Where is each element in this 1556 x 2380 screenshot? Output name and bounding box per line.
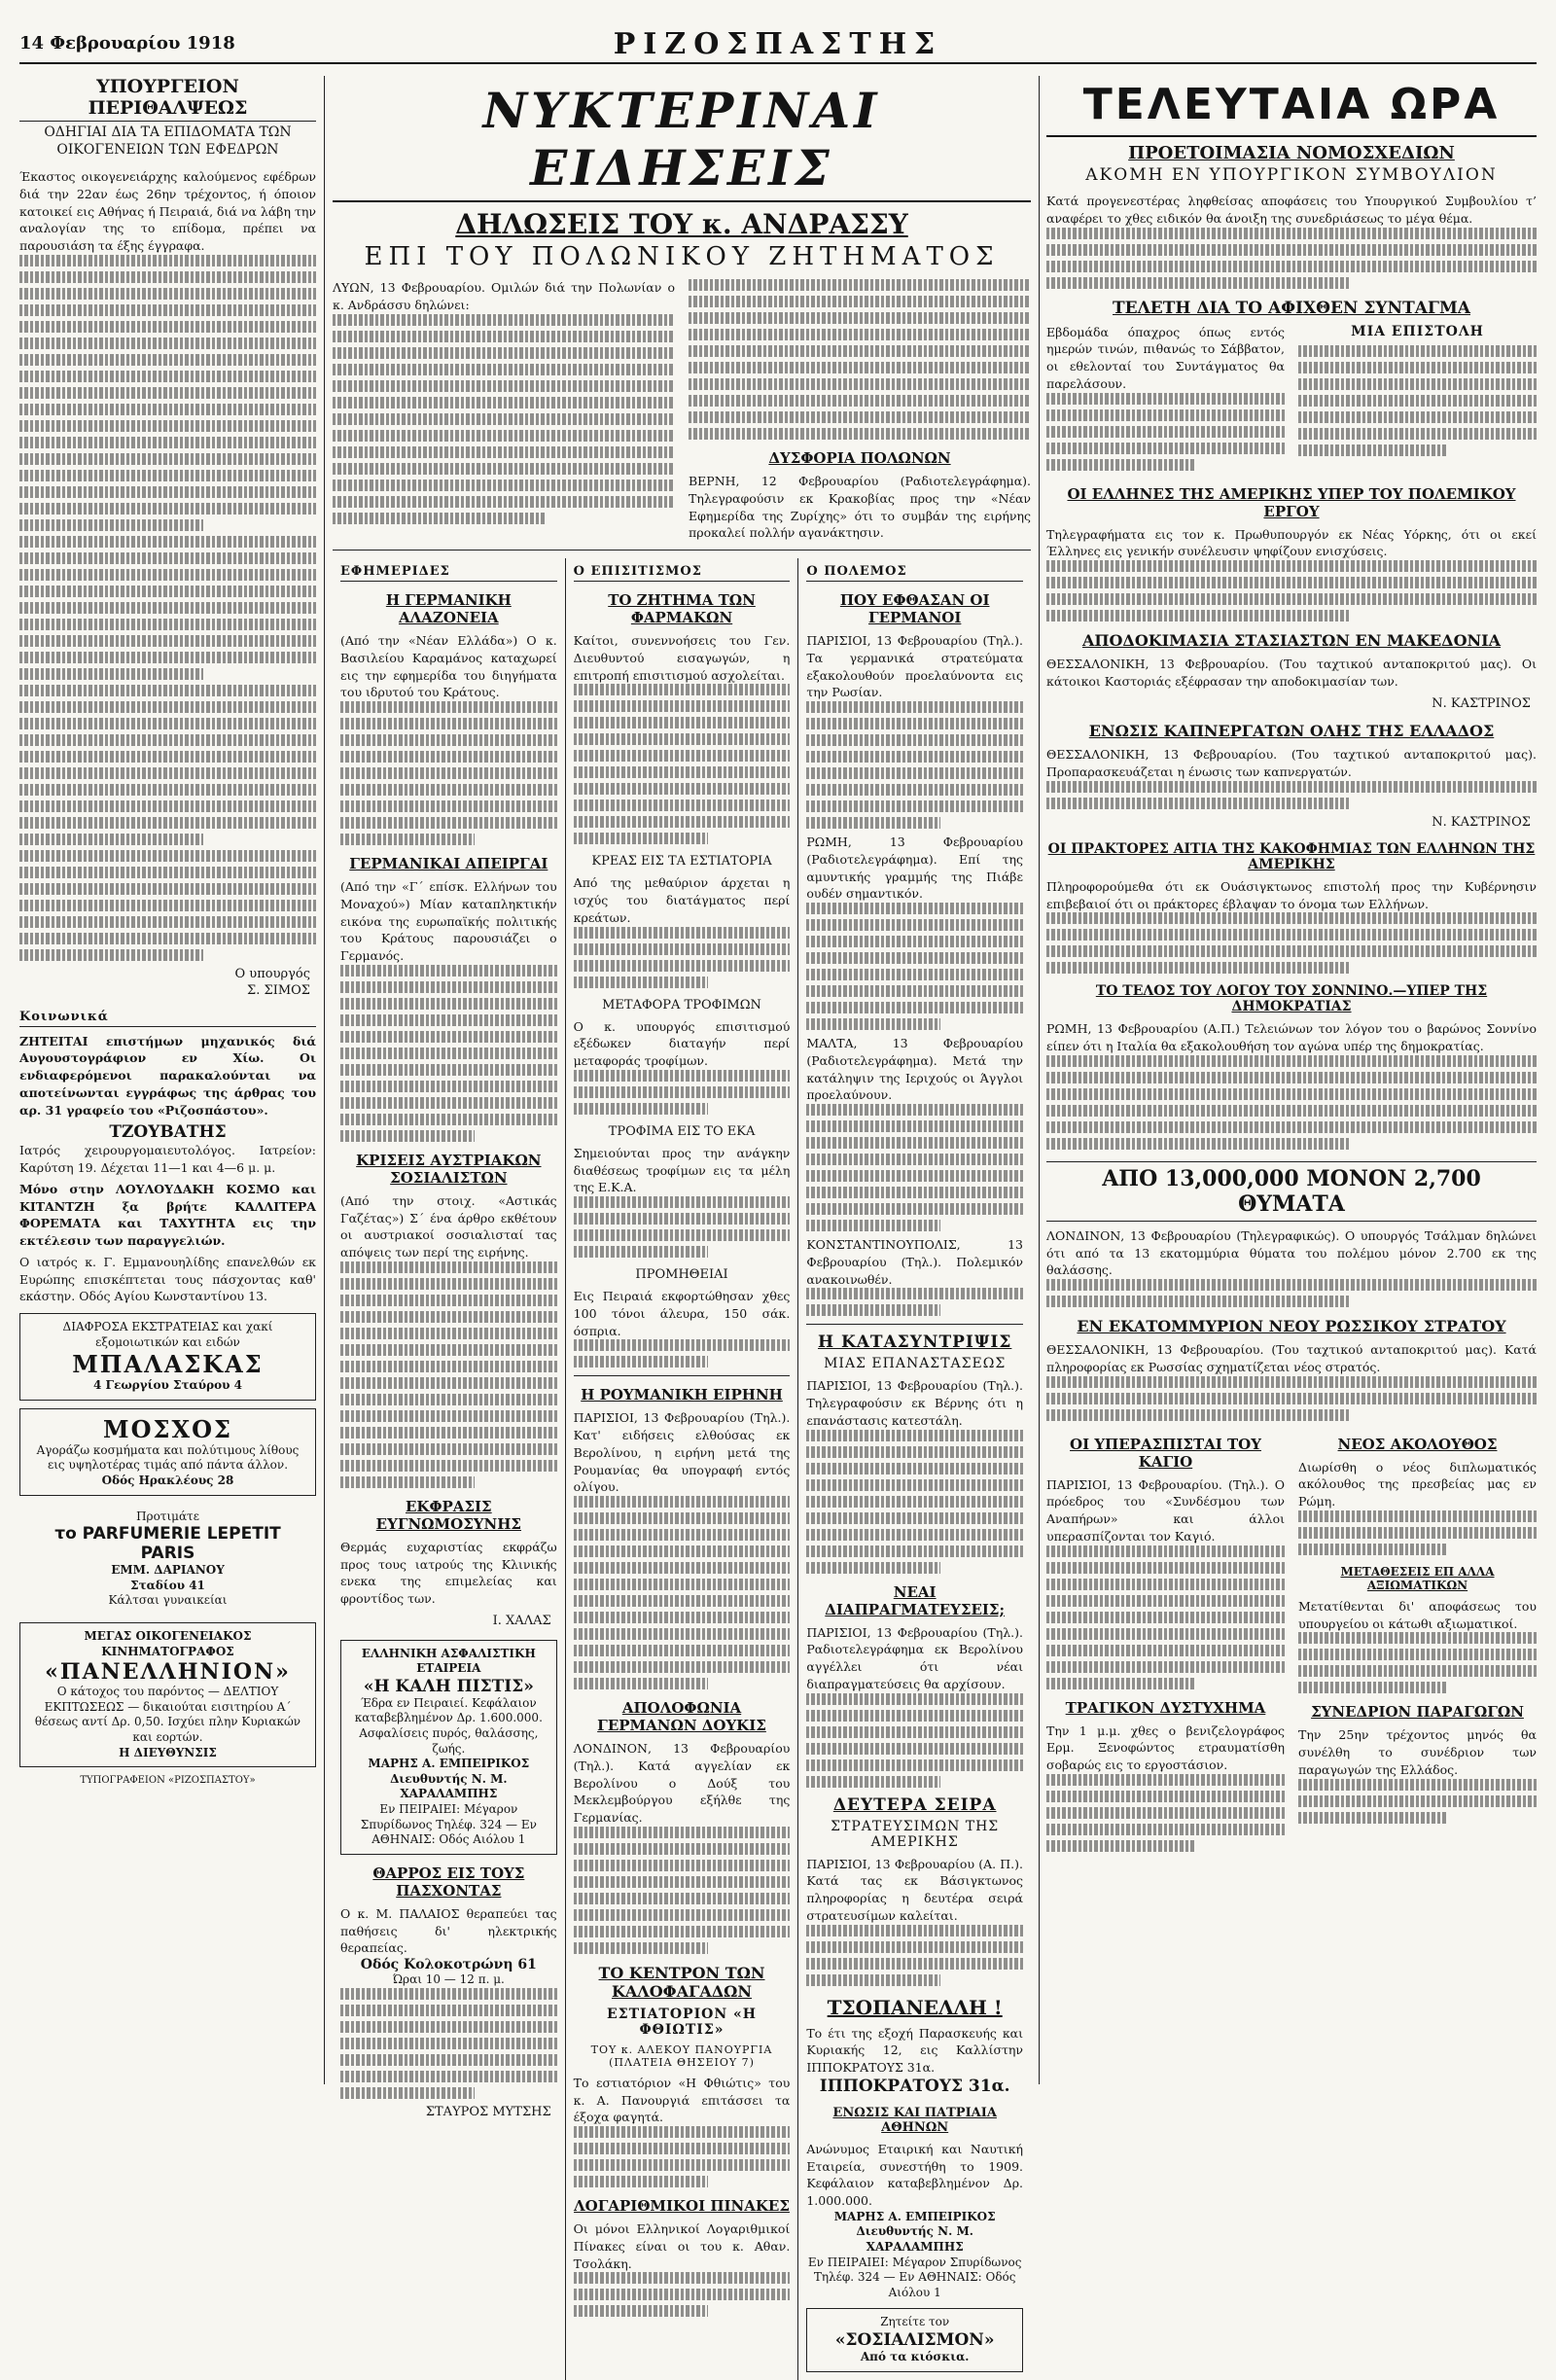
- metatheseis-heading: ΜΕΤΑΘΕΣΕΙΣ ΕΠ ΑΛΛΑ ΑΞΙΩΜΑΤΙΚΩΝ: [1340, 1564, 1495, 1592]
- ministry-heading: ΥΠΟΥΡΓΕΙΟΝ ΠΕΡΙΘΑΛΨΕΩΣ: [19, 76, 316, 122]
- enosis-heading: ΕΝΩΣΙΣ ΚΑΙ ΠΑΤΡΙΑΙΑ ΑΘΗΝΩΝ: [832, 2105, 997, 2135]
- koinonika-text: ΖΗΤΕΙΤΑΙ επιστήμων μηχανικός διά Αυγουστογράφιον εν Χίω. Οι ενδιαφερόμενοι παρακαλούνται να αποτείνωνται εγγράφως της άρθρας του αρ. 31 γραφείο του «Ριζοσπάστου».: [19, 1033, 316, 1118]
- epistoli-heading: ΜΙΑ ΕΠΙΣΤΟΛΗ: [1351, 323, 1484, 339]
- article-text-lines: [806, 903, 1023, 1030]
- metafora-heading: ΜΕΤΑΦΟΡΑ ΤΡΟΦΙΜΩΝ: [602, 997, 761, 1012]
- article-text-lines: [1046, 560, 1537, 622]
- kreas-text: Από της μεθαύριον άρχεται η ισχύς του διατάγματος περί κρεάτων.: [573, 875, 791, 925]
- apeirgai-text: (Από την «Γ΄ επίσκ. Ελλήνων του Μοναχού») Μίαν καταπληκτικήν εικόνα της ευρωπαϊκής πολιτικής του Κράτους παρουσιάζει ο Γερμανός.: [340, 879, 557, 963]
- article-text-lines: [806, 1430, 1023, 1574]
- cinema-ad-top: ΜΕΓΑΣ ΟΙΚΟΓΕΝΕΙΑΚΟΣ ΚΙΝΗΜΑΤΟΓΡΑΦΟΣ: [84, 1628, 252, 1658]
- koinonika-tag: Κοινωνικά: [19, 1010, 316, 1027]
- article-text-lines: [19, 255, 316, 961]
- deutera-seira-text: ΠΑΡΙΣΙΟΙ, 13 Φεβρουαρίου (Α. Π.). Κατά τας εκ Βάσιγκτωνος πληροφορίας η δευτέρα σειρά στρατευσίμων καλείται.: [806, 1856, 1024, 1923]
- polemos-column: [797, 558, 1031, 2380]
- restaurant-text: Το εστιατόριον «Η Φθιώτις» του κ. Α. Πανουργιά επιτάσσει τα έξοχα φαγητά.: [573, 2075, 791, 2125]
- alazoneia-text: (Από την «Νέαν Ελλάδα») Ο κ. Βασιλείου Καραμάνος καταχωρεί εις την εφημερίδα του διηγήματα του ιδρυτού του Κράτους.: [340, 633, 557, 700]
- praktores-heading: ΟΙ ΠΡΑΚΤΟΡΕΣ ΑΙΤΙΑ ΤΗΣ ΚΑΚΟΦΗΜΙΑΣ ΤΩΝ ΕΛΛΗΝΩΝ ΤΗΣ ΑΜΕΡΙΚΗΣ: [1047, 840, 1536, 872]
- column-rule: [1039, 76, 1040, 2084]
- germanoi-text: ΠΑΡΙΣΙΟΙ, 13 Φεβρουαρίου (Τηλ.). Τα γερμανικά στρατεύματα εξακολουθούν προελαύνοντα εις την Ρωσίαν.: [806, 633, 1024, 700]
- teleti-heading: ΤΕΛΕΤΗ ΔΙΑ ΤΟ ΑΦΙΧΘΕΝ ΣΥΝΤΑΓΜΑ: [1113, 298, 1470, 318]
- trofima-text: Σημειούνται προς την ανάγκην διαθέσεως τροφίμων εις τα μέλη της Ε.Κ.Α.: [573, 1145, 791, 1195]
- parfumerie-ad-name: το PARFUMERIE LEPETIT PARIS: [54, 1524, 281, 1564]
- article-text-lines: [1298, 1779, 1537, 1824]
- balaskas-ad-small: ΔΙΑΦΡΟΣΑ ΕΚΣΤΡΑΤΕΙΑΣ και χακί εξομοιωτικών και ειδών: [62, 1320, 273, 1349]
- article-text-lines: [340, 1988, 557, 2099]
- promitheiai-heading: ΠΡΟΜΗΘΕΙΑΙ: [635, 1267, 728, 1282]
- tharros-text: Ο κ. Μ. ΠΑΛΑΙΟΣ θεραπεύει τας παθήσεις δι' ηλεκτρικής θεραπείας.: [340, 1905, 557, 1956]
- balaskas-ad-name: ΜΠΑΛΑΣΚΑΣ: [72, 1350, 264, 1379]
- article-text-lines: [1046, 1545, 1285, 1689]
- masthead: [19, 27, 1537, 61]
- article-text-lines: [574, 2272, 791, 2317]
- trofima-heading: ΤΡΟΦΙΜΑ ΕΙΣ ΤΟ ΕΚΑ: [608, 1123, 756, 1139]
- ministry-subheading: ΟΔΗΓΙΑΙ ΔΙΑ ΤΑ ΕΠΙΔΟΜΑΤΑ ΤΩΝ ΟΙΚΟΓΕΝΕΙΩΝ ΤΩΝ ΕΦΕΔΡΩΝ: [44, 124, 292, 158]
- kagio-text: ΠΑΡΙΣΙΟΙ, 13 Φεβρουαρίου. (Τηλ.). Ο πρόεδρος του «Συνδέσμου των Αναπήρων» και άλλοι υπερασπίζονται τον Καγιό.: [1046, 1476, 1285, 1544]
- dysforia-heading: ΔΥΣΦΟΡΙΑ ΠΟΛΩΝΩΝ: [768, 449, 951, 467]
- center-main-title: ΝΥΚΤΕΡΙΝΑΙ ΕΙΔΗΣΕΙΣ: [333, 76, 1031, 202]
- article-text-lines: [806, 1104, 1023, 1231]
- episitismos-column: [565, 558, 798, 2380]
- rossikos-stratos-text: ΘΕΣΣΑΛΟΝΙΚΗ, 13 Φεβρουαρίου. (Του ταχτικού ανταποκριτού μας). Κατά πληροφορίας εκ Ρωσσίας σχηματίζεται νέος στρατός.: [1046, 1342, 1537, 1374]
- article-text-lines: [340, 965, 557, 1142]
- three-column-section: [333, 558, 1031, 2380]
- metatheseis-text: Μετατίθενται δι' αποφάσεως του υπουργείου οι κάτωθι αξιωματικοί.: [1298, 1598, 1537, 1631]
- article-text-lines: [1046, 1055, 1537, 1150]
- tharros-sign: ΣΤΑΥΡΟΣ ΜΥΤΣΗΣ: [425, 2104, 551, 2119]
- tzouvatis-name: ΤΖΟΥΒΑΤΗΣ: [109, 1122, 227, 1143]
- logarithmic-heading: ΛΟΓΑΡΙΘΜΙΚΟΙ ΠΙΝΑΚΕΣ: [574, 2197, 790, 2215]
- farmaka-text: Καίτοι, συνεννοήσεις του Γεν. Διευθυντού εισαγωγών, η επιτροπή επισιτισμού ασχολείται.: [573, 633, 791, 683]
- right-subtitle-2: ΑΚΟΜΗ ΕΝ ΥΠΟΥΡΓΙΚΟΝ ΣΥΜΒΟΥΛΙΟΝ: [1085, 165, 1498, 185]
- parfumerie-ad-owner: ΕΜΜ. ΔΑΡΙΑΝΟΥ: [111, 1563, 225, 1578]
- right-subtitle-1: ΠΡΟΕΤΟΙΜΑΣΙΑ ΝΟΜΟΣΧΕΔΙΩΝ: [1128, 143, 1455, 163]
- center-column: [333, 76, 1031, 2363]
- article-text-lines: [574, 1827, 791, 1954]
- polemos-tag: Ο ΠΟΛΕΜΟΣ: [806, 564, 1023, 582]
- sosialistai-heading: ΚΡΙΣΕΙΣ ΑΥΣΤΡΙΑΚΩΝ ΣΟΣΙΑΛΙΣΤΩΝ: [356, 1151, 542, 1187]
- article-text-lines: [806, 1925, 1023, 1986]
- tharros-heading: ΘΑΡΡΟΣ ΕΙΣ ΤΟΥΣ ΠΑΣΧΟΝΤΑΣ: [372, 1864, 525, 1900]
- left-column: [19, 76, 316, 2084]
- kapnergatai-heading: ΕΝΩΣΙΣ ΚΑΠΝΕΡΓΑΤΩΝ ΟΛΗΣ ΤΗΣ ΕΛΛΑΔΟΣ: [1088, 722, 1495, 741]
- synedrion-heading: ΣΥΝΕΔΡΙΟΝ ΠΑΡΑΓΩΓΩΝ: [1311, 1703, 1524, 1722]
- katasyntripsis-subheading: ΜΙΑΣ ΕΠΑΝΑΣΤΑΣΕΩΣ: [824, 1356, 1007, 1372]
- article-text-lines: [574, 1196, 791, 1258]
- insurance-ad-text: Έδρα εν Πειραιεί. Κεφάλαιον καταβεβλημένον Δρ. 1.600.000. Ασφαλίσεις πυρός, θαλάσσης, ζωής.: [354, 1695, 543, 1756]
- article-text-lines: [1046, 1376, 1537, 1421]
- teleti-text: Εβδομάδα όπαχρος όπως εντός ημερών τινών, πιθανώς το Σάββατον, οι εθελονταί του Συντάγματος θα παρελάσουν.: [1046, 324, 1285, 391]
- article-text-lines: [1298, 345, 1537, 456]
- balaskas-ad-address: 4 Γεωργίου Σταύρου 4: [93, 1378, 242, 1393]
- article-text-lines: [1046, 1279, 1537, 1307]
- enosis-president: ΜΑΡΗΣ Α. ΕΜΠΕΙΡΙΚΟΣ: [833, 2209, 996, 2223]
- stasiastai-heading: ΑΠΟΔΟΚΙΜΑΣΙΑ ΣΤΑΣΙΑΣΤΩΝ ΕΝ ΜΑΚΕΔΟΝΙΑ: [1081, 631, 1502, 650]
- stasiastai-text: ΘΕΣΣΑΛΟΝΙΚΗ, 13 Φεβρουαρίου. (Του ταχτικού ανταποκριτού μας). Οι κάτοικοι Καστοριάς εξέφρασαν την αποδοκιμασίαν των.: [1046, 657, 1537, 689]
- akolouthos-heading: ΝΕΟΣ ΑΚΟΛΟΥΘΟΣ: [1337, 1435, 1498, 1453]
- signature-name: Σ. ΣΙΜΟΣ: [247, 982, 310, 998]
- dystychima-heading: ΤΡΑΓΙΚΟΝ ΔΥΣΤΥΧΗΜΑ: [1065, 1698, 1266, 1717]
- promitheiai-text: Εις Πειραιά εκφορτώθησαν χθες 100 τόνοι άλευρα, 150 σάκ. όσπρια.: [573, 1289, 791, 1338]
- newspaper-name: ΡΙΖΟΣΠΑΣΤΗΣ: [613, 27, 943, 61]
- germanoi-heading: ΠΟΥ ΕΦΘΑΣΑΝ ΟΙ ΓΕΡΜΑΝΟΙ: [839, 591, 990, 626]
- article-text-lines: [340, 1261, 557, 1488]
- issue-date: 14 Φεβρουαρίου 1918: [19, 33, 235, 53]
- konstantinoupolis-dispatch: ΚΟΝΣΤΑΝΤΙΝΟΥΠΟΛΙΣ, 13 Φεβρουαρίου (Τηλ.). Πολεμικόν ανακοινωθέν.: [806, 1237, 1024, 1287]
- deutera-seira-heading: ΔΕΥΤΕΡΑ ΣΕΙΡΑ: [832, 1794, 997, 1815]
- synedrion-text: Την 25ην τρέχοντος μηνός θα συνέλθη το συνέδριον των παραγωγών της Ελλάδος.: [1298, 1727, 1537, 1777]
- sosialismos-ad: [806, 2308, 1023, 2371]
- article-text-lines: [1298, 1632, 1537, 1693]
- article-text-lines: [1298, 1510, 1537, 1555]
- moschos-ad: [19, 1408, 316, 1496]
- kapnergatai-sign: Ν. ΚΑΣΤΡΙΝΟΣ: [1432, 814, 1531, 830]
- diapragmateuseis-heading: ΝΕΑΙ ΔΙΑΠΡΑΓΜΑΤΕΥΣΕΙΣ;: [825, 1582, 1006, 1618]
- moschos-ad-text: Αγοράζω κοσμήματα και πολύτιμους λίθους εις υψηλοτέρας τιμάς από πάντα άλλον.: [36, 1442, 300, 1473]
- masthead-rule: [19, 62, 1537, 64]
- insurance-ad-name: «Η ΚΑΛΗ ΠΙΣΤΙΣ»: [363, 1676, 534, 1696]
- diapragmateuseis-text: ΠΑΡΙΣΙΟΙ, 13 Φεβρουαρίου (Τηλ.). Ραδιοτελεγράφημα εκ Βερολίνου αγγέλλει ότι νέαι διαπραγματεύσεις θα αρχίσουν.: [806, 1624, 1024, 1691]
- insurance-ad-director: Διευθυντής Ν. Μ. ΧΑΡΑΛΑΜΠΗΣ: [390, 1771, 508, 1801]
- tzouvatis-text: Ιατρός χειρουργομαιευτολόγος. Ιατρείον: Καρύτση 19. Δέχεται 11—1 και 4—6 μ. μ.: [19, 1143, 316, 1176]
- right-main-title: ΤΕΛΕΥΤΑΙΑ ΩΡΑ: [1046, 76, 1537, 137]
- article-text-lines: [806, 1288, 1023, 1316]
- article-text-lines: [574, 1496, 791, 1689]
- amerikis-heading: ΟΙ ΕΛΛΗΝΕΣ ΤΗΣ ΑΜΕΡΙΚΗΣ ΥΠΕΡ ΤΟΥ ΠΟΛΕΜΙΚΟΥ ΕΡΓΟΥ: [1067, 484, 1516, 520]
- malta-dispatch: ΜΑΛΤΑ, 13 Φεβρουαρίου (Ραδιοτελεγράφημα). Μετά την κατάληψιν της Ιεριχούς οι Άγγλοι προελαύνουν.: [806, 1036, 1024, 1103]
- article-text-lines: [806, 1693, 1023, 1788]
- printer-footer: ΤΥΠΟΓΡΑΦΕΙΟΝ «ΡΙΖΟΣΠΑΣΤΟΥ»: [80, 1775, 256, 1787]
- praktores-text: Πληροφορούμεθα ότι εκ Ουάσιγκτωνος επιστολή προς την Κυβέρνησιν επιβεβαιοί ότι οι πράκτορες έβλαψαν το όνομα των Ελλήνων.: [1046, 878, 1537, 911]
- katasyntripsis-text: ΠΑΡΙΣΙΟΙ, 13 Φεβρουαρίου (Τηλ.). Τηλεγραφούσιν εκ Βέρνης ότι η επανάστασις κατεστάλη.: [806, 1378, 1024, 1428]
- moschos-ad-name: ΜΟΣΧΟΣ: [103, 1414, 232, 1443]
- sosialismos-ad-name: «ΣΟΣΙΑΛΙΣΜΟΝ»: [834, 2329, 995, 2350]
- parfumerie-ad-address: Σταδίου 41: [130, 1578, 205, 1592]
- article-text-lines: [1046, 1774, 1285, 1852]
- article-text-lines: [806, 701, 1023, 829]
- efimerides-column: [333, 558, 565, 2380]
- sosialismos-ad-bottom: Από τα κιόσκια.: [860, 2349, 970, 2363]
- parfumerie-ad: [19, 1504, 316, 1615]
- moschos-ad-address: Οδός Ηρακλέους 28: [101, 1474, 234, 1487]
- article-text-lines: [1046, 393, 1285, 471]
- katasyntripsis-heading: Η ΚΑΤΑΣΥΝΤΡΙΨΙΣ: [817, 1332, 1012, 1353]
- right-column: [1046, 76, 1537, 2084]
- dystychima-text: Την 1 μ.μ. χθες ο βενιζελογράφος Ερμ. Ξενοφώντος ετραυματίσθη σοβαρώς εις το εργοστάσιον.: [1046, 1723, 1285, 1773]
- enosis-director: Διευθυντής Ν. Μ. ΧΑΡΑΛΑΜΠΗΣ: [856, 2224, 973, 2254]
- ministry-intro: Έκαστος οικογενειάρχης καλούμενος εφέδρων διά την 22αν έως 26ην τρέχοντος, ή όποιον κατοικεί εις Αθήνας ή Πειραιά, διά να λάβη την αναλογίαν της το επίδομα, πρέπει να παρουσιάση τα έξης έγγραφα.: [19, 169, 316, 253]
- article-text-lines: [333, 314, 675, 524]
- sosialismos-ad-top: Ζητείτε τον: [880, 2315, 950, 2329]
- sonnino-heading: ΤΟ ΤΕΛΟΣ ΤΟΥ ΛΟΓΟΥ ΤΟΥ ΣΟΝΝΙΝΟ.—ΥΠΕΡ ΤΗΣ ΔΗΜΟΚΡΑΤΙΑΣ: [1095, 983, 1488, 1015]
- column-rule: [324, 76, 325, 2084]
- eugnomosyni-sign: Ι. ΧΑΛΑΣ: [492, 1613, 551, 1628]
- sonnino-text: ΡΩΜΗ, 13 Φεβρουαρίου (Α.Π.) Τελειώνων τον λόγον του ο βαρώνος Σοννίνο είπεν ότι η Ιταλία θα εξακολουθήση τον αγώνα υπέρ της δημοκρατίας.: [1046, 1021, 1537, 1054]
- tsopanelli-heading: ΤΣΟΠΑΝΕΛΛΗ !: [827, 1995, 1003, 2019]
- article-text-lines: [1046, 228, 1537, 289]
- eugnomosyni-heading: ΕΚΦΡΑΣΙΣ ΕΥΓΝΩΜΟΣΥΝΗΣ: [375, 1497, 521, 1533]
- insurance-ad-president: ΜΑΡΗΣ Α. ΕΜΠΕΙΡΙΚΟΣ: [368, 1757, 530, 1771]
- section-divider: [574, 1375, 791, 1376]
- tharros-hours: Ώραι 10 — 12 π. μ.: [392, 1972, 505, 1987]
- efimerides-tag: ΕΦΗΜΕΡΙΔΕΣ: [340, 564, 557, 582]
- article-text-lines: [340, 701, 557, 845]
- akolouthos-text: Διωρίσθη ο νέος διπλωματικός ακόλουθος της πρεσβείας μας εν Ρώμη.: [1298, 1459, 1537, 1510]
- parfumerie-ad-note: Κάλτσαι γυναικείαι: [108, 1593, 228, 1608]
- enosis-address: Εν ΠΕΙΡΑΙΕΙ: Μέγαρον Σπυρίδωνος Τηλέφ. 324 — Εν ΑΘΗΝΑΙΣ: Οδός Αιόλου 1: [807, 2255, 1022, 2299]
- kapnergatai-text: ΘΕΣΣΑΛΟΝΙΚΗ, 13 Φεβρουαρίου. (Του ταχτικού ανταποκριτού μας). Προπαρασκευάζεται η ένωσις των καπνεργατών.: [1046, 747, 1537, 780]
- article-text-lines: [574, 2126, 791, 2187]
- article-text-lines: [1046, 912, 1537, 974]
- insurance-ad-title: ΕΛΛΗΝΙΚΗ ΑΣΦΑΛΙΣΤΙΚΗ ΕΤΑΙΡΕΙΑ: [361, 1646, 536, 1676]
- lead-article: [333, 279, 1031, 542]
- teleti-article: [1046, 324, 1537, 476]
- alazoneia-heading: Η ΓΕΡΜΑΝΙΚΗ ΑΛΑΖΟΝΕΙΑ: [385, 591, 512, 626]
- article-text-lines: [574, 1070, 791, 1115]
- amerikis-text: Τηλεγραφήματα εις τον κ. Πρωθυπουργόν εκ Νέας Υόρκης, ότι οι εκεί Έλληνες εις γενικήν συνέλευσιν ψηφίζουν ενισχύσεις.: [1046, 526, 1537, 559]
- lead-article-text: ΛΥΩΝ, 13 Φεβρουαρίου. Ομιλών διά την Πολωνίαν ο κ. Ανδράσσυ δηλώνει:: [333, 280, 675, 312]
- apeirgai-heading: ΓΕΡΜΑΝΙΚΑΙ ΑΠΕΙΡΓΑΙ: [349, 855, 548, 872]
- restaurant-subheading: ΕΣΤΙΑΤΟΡΙΟΝ «Η ΦΘΙΩΤΙΣ»: [607, 2006, 757, 2038]
- sosialistai-text: (Από την στοιχ. «Αστικάς Γαζέτας») Σ΄ ένα άρθρο εκθέτουν οι αυστριακοί σοσιαλισταί τας απόψεις των περί της ειρήνης.: [340, 1192, 557, 1260]
- stasiastai-sign: Ν. ΚΑΣΤΡΙΝΟΣ: [1432, 695, 1531, 711]
- metafora-text: Ο κ. υπουργός επισιτισμού εξέδωκεν διαταγήν περί μεταφοράς τροφίμων.: [573, 1018, 791, 1068]
- cinema-ad-text: Ο κάτοχος του παρόντος — ΔΕΛΤΙΟΥ ΕΚΠΤΩΣΕΩΣ — δικαιούται εισιτηρίου Α΄ θέσεως αντί Δρ. 0,50. Ισχύει πλην Κυριακών και εορτών.: [34, 1685, 301, 1744]
- article-text-lines: [689, 279, 1031, 440]
- eugnomosyni-text: Θερμάς ευχαριστίας εκφράζω προς τους ιατρούς της Κλινικής ενεκα της επιμελείας και φροντίδος των.: [340, 1539, 557, 1606]
- deutera-seira-subheading: ΣΤΡΑΤΕΥΣΙΜΩΝ ΤΗΣ ΑΜΕΡΙΚΗΣ: [831, 1818, 1000, 1850]
- logarithmic-text: Οι μόνοι Ελληνικοί Λογαριθμικοί Πίνακες είναι οι του κ. Αθαν. Τσολάκη.: [573, 2221, 791, 2271]
- cinema-ad-name: «ΠΑΝΕΛΛΗΝΙΟΝ»: [45, 1659, 291, 1686]
- episitismos-tag: Ο ΕΠΙΣΙΤΙΣΜΟΣ: [574, 564, 791, 582]
- right-lead-text: Κατά προγενεστέρας ληφθείσας αποφάσεις του Υπουργικού Συμβουλίου τ’ αναφέρει το χθες ειδικόν θα άνοιξη της συνεδριάσεως το μέγα θέμα.: [1046, 194, 1537, 226]
- romi-dispatch: ΡΩΜΗ, 13 Φεβρουαρίου (Ραδιοτελεγράφημα). Επί της αμυντικής γραμμής της Πιάβε ουδέν σημαντικόν.: [806, 835, 1024, 902]
- article-text-lines: [574, 927, 791, 988]
- balaskas-ad: [19, 1313, 316, 1401]
- doctor-notice: Ο ιατρός κ. Γ. Εμμανουηλίδης επανελθών εκ Ευρώπης επισκέπτεται τους πάσχοντας καθ' εκάστην. Οδός Αγίου Κωνσταντίνου 13.: [19, 1254, 316, 1304]
- thymata-text: ΛΟΝΔΙΝΟΝ, 13 Φεβρουαρίου (Τηλεγραφικώς). Ο υπουργός Τσάλμαν δηλώνει ότι από τα 13 εκατομμύρια θύματα του πολέμου μόνον 2.700 εκ της θαλάσσης.: [1046, 1227, 1537, 1278]
- section-divider: [333, 550, 1031, 551]
- article-text-lines: [574, 684, 791, 844]
- cinema-ad: [19, 1622, 316, 1767]
- restaurant-heading: ΤΟ ΚΕΝΤΡΟΝ ΤΩΝ ΚΑΛΟΦΑΓΑΔΩΝ: [598, 1963, 765, 2001]
- kagio-heading: ΟΙ ΥΠΕΡΑΣΠΙΣΤΑΙ ΤΟΥ ΚΑΓΙΟ: [1070, 1435, 1261, 1471]
- roumaniki-heading: Η ΡΟΥΜΑΝΙΚΗ ΕΙΡΗΝΗ: [581, 1386, 783, 1404]
- kreas-heading: ΚΡΕΑΣ ΕΙΣ ΤΑ ΕΣΤΙΑΤΟΡΙΑ: [591, 854, 772, 870]
- enosis-text: Ανώνυμος Εταιρική και Ναυτική Εταιρεία, συνεστήθη το 1909. Κεφάλαιον καταβεβλημένον Δρ. 1.000.000.: [806, 2141, 1024, 2208]
- farmaka-heading: ΤΟ ΖΗΤΗΜΑ ΤΩΝ ΦΑΡΜΑΚΩΝ: [608, 591, 756, 626]
- tsopanelli-address: ΙΠΠΟΚΡΑΤΟΥΣ 31α.: [819, 2076, 1010, 2096]
- restaurant-owner: ΤΟΥ κ. ΑΛΕΚΟΥ ΠΑΝΟΥΡΓΙΑ (ΠΛΑΤΕΙΑ ΘΗΣΕΙΟΥ 7): [590, 2043, 773, 2069]
- tharros-address: Οδός Κολοκοτρώνη 61: [360, 1957, 537, 1973]
- right-bottom-section: [1046, 1426, 1537, 1857]
- doukis-text: ΛΟΝΔΙΝΟΝ, 13 Φεβρουαρίου (Τηλ.). Κατά αγγελίαν εκ Βερολίνου ο Δούξ του Μεκλεμβούργου εξήλθε της Γερμανίας.: [573, 1741, 791, 1825]
- doukis-heading: ΑΠΟΛΟΦΩΝΙΑ ΓΕΡΜΑΝΩΝ ΔΟΥΚΙΣ: [597, 1699, 766, 1734]
- cinema-ad-sign: Η ΔΙΕΥΘΥΝΣΙΣ: [119, 1745, 217, 1759]
- section-divider: [806, 1324, 1023, 1325]
- tsopanelli-text: Το έτι της εξοχή Παρασκευής και Κυριακής 12, εις Καλλίστην ΙΠΠΟΚΡΑΤΟΥΣ 31α.: [806, 2025, 1024, 2075]
- signature-role: Ο υπουργός: [234, 966, 310, 981]
- roumaniki-text: ΠΑΡΙΣΙΟΙ, 13 Φεβρουαρίου (Τηλ.). Κατ' ειδήσεις ελθούσας εκ Βερολίνου, η ειρήνη μετά της Ρουμανίας θα υπογραφή εντός ολίγου.: [573, 1410, 791, 1495]
- thymata-heading: ΑΠΟ 13,000,000 ΜΟΝΟΝ 2,700 ΘΥΜΑΤΑ: [1046, 1161, 1537, 1222]
- insurance-ad-address: Εν ΠΕΙΡΑΙΕΙ: Μέγαρον Σπυρίδωνος Τηλέφ. 324 — Εν ΑΘΗΝΑΙΣ: Οδός Αιόλου 1: [360, 1801, 537, 1847]
- center-subtitle-2: ΕΠΙ ΤΟΥ ΠΟΛΩΝΙΚΟΥ ΖΗΤΗΜΑΤΟΣ: [364, 242, 1000, 271]
- clothing-ad-text: Μόνο στην ΛΟΥΛΟΥΔΑΚΗ ΚΟΣΜΟ και ΚΙΤΑΝΤΖΗ ξα βρήτε ΚΑΛΛΙΤΕΡΑ ΦΟΡΕΜΑΤΑ και ΤΑΧΥΤΗΤΑ εις την εκτέλεσιν των παραγγελιών.: [19, 1181, 316, 1249]
- ministry-signature: [19, 967, 310, 1000]
- article-text-lines: [574, 1339, 791, 1368]
- rossikos-stratos-heading: ΕΝ ΕΚΑΤΟΜΜΥΡΙΟΝ ΝΕΟΥ ΡΩΣΣΙΚΟΥ ΣΤΡΑΤΟΥ: [1077, 1317, 1506, 1336]
- insurance-ad: [340, 1640, 557, 1855]
- dysforia-text: ΒΕΡΝΗ, 12 Φεβρουαρίου (Ραδιοτελεγράφημα). Τηλεγραφούσιν εκ Κρακοβίας προς την «Νέαν Εφημερίδα της Ζυρίχης» ότι το συμβάν της ειρήνης προκαλεί πολλήν αγανάκτησιν.: [689, 474, 1031, 541]
- parfumerie-ad-top: Προτιμάτε: [136, 1509, 199, 1523]
- center-subtitle-1: ΔΗΛΩΣΕΙΣ ΤΟΥ κ. ΑΝΔΡΑΣΣΥ: [455, 208, 908, 240]
- article-text-lines: [1046, 781, 1537, 809]
